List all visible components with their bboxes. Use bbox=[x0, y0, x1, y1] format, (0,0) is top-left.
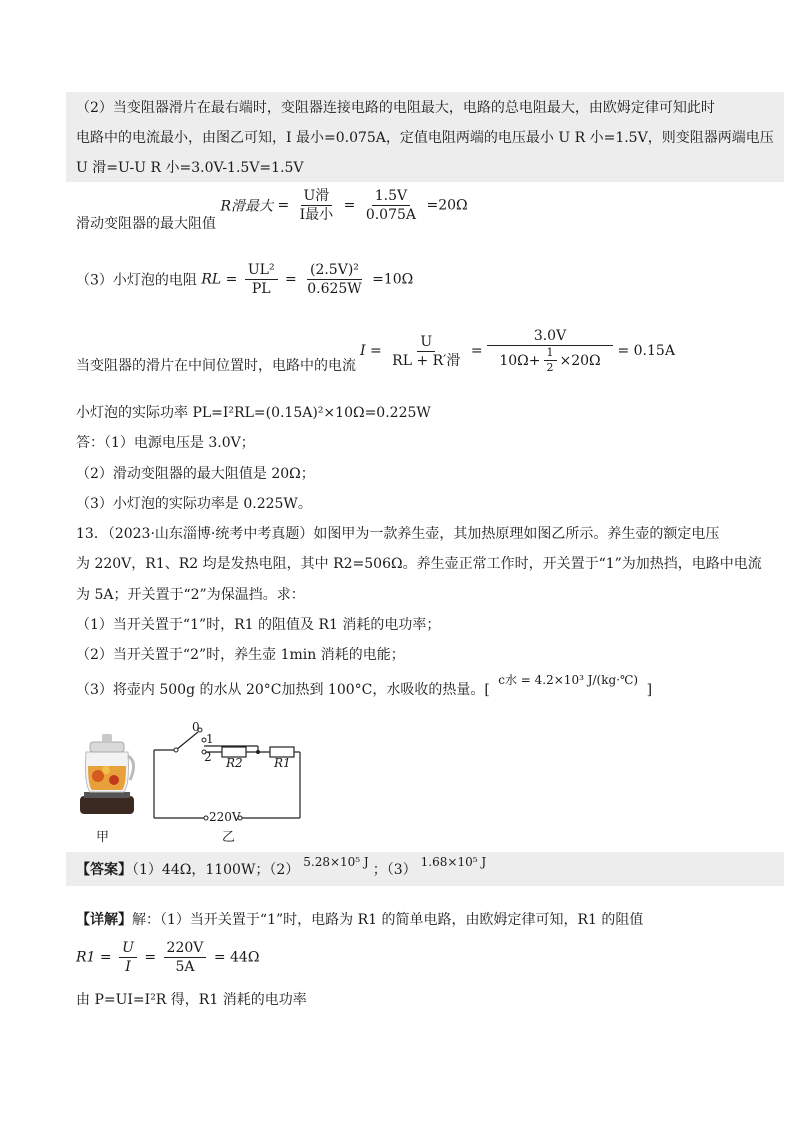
rl-frac1-num: UL² bbox=[245, 262, 278, 280]
source-label: 220V bbox=[209, 810, 241, 824]
r2-label: R2 bbox=[226, 756, 243, 770]
rmax-equation: 滑动变阻器的最大阻值 R滑最大 = $\frac{\text{U滑}}{\text{I最小}}$ = $\frac{1.5V}{0.075A}$ =20Ω bbox=[76, 188, 468, 232]
answer-v2: 5.28×10⁵ J bbox=[303, 855, 369, 869]
kettle-figure bbox=[76, 722, 140, 822]
rmax-lhs: R滑最大 bbox=[220, 198, 273, 215]
r1-equation: R1 = $\frac{U}{I}$ = $\frac{220V}{5A}$ = 44Ω bbox=[76, 940, 260, 975]
answer-1: 答：（1）电源电压是 3.0V； bbox=[76, 435, 255, 451]
part2-line2: 电路中的电流最小，由图乙可知，I 最小=0.075A，定值电阻两端的电压最小 U R 小=1.5V，则变阻器两端电压 bbox=[76, 130, 774, 146]
q13-sub3 bbox=[76, 673, 653, 700]
rmax-frac2-den: 0.075A bbox=[365, 207, 417, 223]
half-num: 1 bbox=[544, 347, 557, 361]
detail-line bbox=[76, 910, 643, 930]
r1-f1-num: U bbox=[119, 940, 137, 958]
answer-v3: 1.68×10⁵ J bbox=[420, 855, 487, 869]
rmax-frac2-num: 1.5V bbox=[372, 188, 410, 206]
current-lhs: I bbox=[360, 343, 366, 359]
q13-sub1: （1）当开关置于“1”时，R1 的阻值及 R1 消耗的电功率； bbox=[76, 617, 441, 633]
answer-tag: 【答案】 bbox=[76, 862, 132, 878]
r1-f2-num: 220V bbox=[164, 940, 207, 958]
detail-text: 解：（1）当开关置于“1”时，电路为 R1 的简单电路，由欧姆定律可知，R1 的阻值 bbox=[132, 912, 644, 928]
switch-0-label: 0 bbox=[192, 720, 200, 734]
half-den: 2 bbox=[546, 361, 554, 374]
q13-line3: 为 5A；开关置于“2”为保温挡。求： bbox=[76, 587, 305, 603]
q13-sub3-formula: c水 = 4.2×10³ J/(kg·℃) bbox=[498, 673, 639, 687]
answer-p3: ；（3） bbox=[372, 862, 417, 878]
answer-box bbox=[76, 855, 487, 880]
power-line: 小灯泡的实际功率 PL=I²RL=(0.15A)²×10Ω=0.225W bbox=[76, 405, 431, 421]
rl-frac1-den: PL bbox=[251, 281, 271, 297]
switch-1-label: 1 bbox=[206, 732, 214, 746]
current-frac2-den-a: 10Ω+ bbox=[499, 352, 541, 369]
q13-sub3-text: （3）将壶内 500g 的水从 20°C加热到 100°C，水吸收的热量。[ bbox=[76, 682, 490, 698]
q13-line2: 为 220V，R1、R2 均是发热电阻，其中 R2=506Ω。养生壶正常工作时，开关置于“1”为加热挡，电路中电流 bbox=[76, 556, 762, 572]
r1-lhs: R1 bbox=[76, 949, 96, 966]
answer-2: （2）滑动变阻器的最大阻值是 20Ω； bbox=[76, 466, 315, 482]
current-frac2-num: 3.0V bbox=[487, 328, 613, 346]
rl-label: （3）小灯泡的电阻 bbox=[76, 272, 197, 289]
part2-line1: （2）当变阻器滑片在最右端时，变阻器连接电路的电阻最大，电路的总电阻最大，由欧姆定律可知此时 bbox=[76, 100, 715, 116]
answer-3: （3）小灯泡的实际功率是 0.225W。 bbox=[76, 496, 312, 512]
current-result: = 0.15A bbox=[617, 343, 675, 359]
rl-frac2-den: 0.625W bbox=[307, 281, 362, 297]
detail-tag: 【详解】 bbox=[76, 912, 132, 928]
q13-sub2: （2）当开关置于“2”时，养生壶 1min 消耗的电能； bbox=[76, 647, 405, 663]
part2-line3: U 滑=U-U R 小=3.0V-1.5V=1.5V bbox=[76, 160, 304, 176]
rmax-label: 滑动变阻器的最大阻值 bbox=[76, 215, 216, 232]
q13-line1: 13．（2023·山东淄博·统考中考真题）如图甲为一款养生壶，其加热原理如图乙所示。养生壶的额定电压 bbox=[76, 526, 720, 542]
rmax-frac1-num: U滑 bbox=[301, 188, 333, 206]
figure-jia-label: 甲 bbox=[96, 830, 110, 845]
r1-f1-den: I bbox=[125, 959, 131, 975]
detail-last-line: 由 P=UI=I²R 得，R1 消耗的电功率 bbox=[76, 992, 307, 1008]
rl-lhs: RL bbox=[201, 271, 222, 288]
rl-frac2-num: (2.5V)² bbox=[307, 262, 362, 280]
rmax-frac1-den: I最小 bbox=[299, 207, 334, 223]
rmax-result: =20Ω bbox=[426, 197, 468, 214]
r1-f2-den: 5A bbox=[175, 959, 195, 975]
r1-result: = 44Ω bbox=[213, 949, 260, 966]
current-equation: I = $\frac{U}{\text{RL + R′滑}}$ = 3.0V 10Ω+ $\frac{1}{2}$ ×20Ω = 0.15A bbox=[360, 328, 675, 374]
rl-equation: （3）小灯泡的电阻 RL = $\frac{\text{UL²}}{PL}$ = $\frac{\text{(2.5V)²}}{0.625W}$ =10Ω bbox=[76, 262, 414, 297]
answer-p1: （1）44Ω，1100W；（2） bbox=[132, 862, 300, 878]
current-label: 当变阻器的滑片在中间位置时，电路中的电流 bbox=[76, 358, 356, 374]
r1-label: R1 bbox=[274, 756, 291, 770]
current-frac1-den: RL + R′滑 bbox=[392, 352, 461, 369]
q13-sub3-end: ] bbox=[646, 682, 653, 698]
figure-yi-label: 乙 bbox=[222, 830, 236, 845]
current-frac2-den-b: ×20Ω bbox=[559, 352, 601, 369]
current-frac1-num: U bbox=[417, 334, 435, 352]
rl-result: =10Ω bbox=[372, 271, 414, 288]
switch-2-label: 2 bbox=[204, 750, 212, 764]
